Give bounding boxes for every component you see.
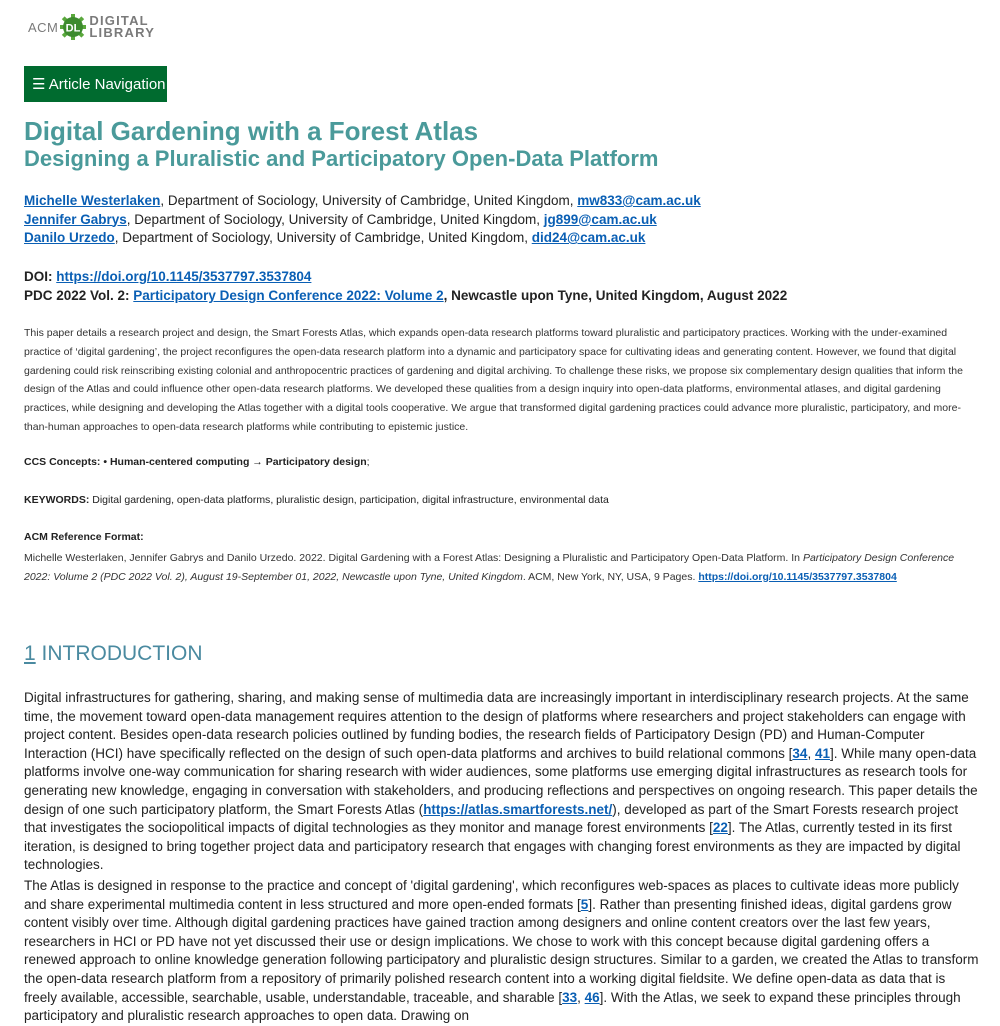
conference-link[interactable]: Participatory Design Conference 2022: Volume 2 [133,288,444,303]
paragraph-text: Digital infrastructures for gathering, sharing, and making sense of multimedia data are increasingly important in interdisciplinary research projects. At the same time, the movement toward open-data management requires attention to the design of platforms where researchers and project stakeholders can engage with project content. Besides open-data research policies outlined by funding bodies, the research fields of Participatory Design (PD) and Human-Computer Interaction (HCI) have specifically reflected on the design of such open-data platforms and archives to build relational commons [ [24,690,969,761]
atlas-url-link[interactable]: https://atlas.smartforests.net/ [423,801,613,817]
citation-link[interactable]: 22 [712,820,728,836]
citation-link[interactable]: 5 [580,896,589,912]
publication-info [24,267,787,305]
keyword: open-data platforms [176,494,271,506]
author-name-link[interactable]: Jennifer Gabrys [24,211,127,227]
author-email-link[interactable]: mw833@cam.ac.uk [577,193,701,208]
author-list [24,192,701,248]
keyword: participation [359,494,417,506]
author-affiliation: , Department of Sociology, University of Cambridge, United Kingdom, [114,230,532,245]
reference-tail: . ACM, New York, NY, USA, 9 Pages. [522,570,699,583]
dl-badge-text: DL [66,22,81,35]
citation-link[interactable]: 34 [792,745,808,761]
reference-doi-link[interactable]: https://doi.org/10.1145/3537797.3537804 [698,570,897,583]
section-title: INTRODUCTION [35,642,203,665]
citation-link[interactable]: 46 [584,989,600,1005]
reference-venue: Participatory Design Conference 2022: Volume 2 (PDC 2022 Vol. 2), August 19-September 01, 2022, Newcastle upon Tyne, United Kingdom [24,552,955,583]
author-name-link[interactable]: Danilo Urzedo [24,230,115,245]
citation-separator: , [807,745,815,761]
article-subtitle: Designing a Pluralistic and Participatory Open-Data Platform [24,146,659,171]
section-number-link[interactable]: 1 [24,642,36,665]
ccs-suffix: ; [366,456,370,468]
paragraph-text: ), developed as part of the Smart Forests research project that investigates the sociopolitical impacts of digital technologies as they monitor and manage forest environments [ [24,801,959,836]
doi-label: DOI: [24,269,57,284]
keywords: KEYWORDS: Digital gardening, open-data platforms, pluralistic design, participation, digital infrastructure, environmental data [24,494,609,506]
pdc-line [24,286,787,305]
acm-dl-logo[interactable] [28,12,155,42]
reference-format-text [24,549,979,586]
author-affiliation: , Department of Sociology, University of Cambridge, United Kingdom, [126,211,544,227]
keyword: pluralistic design [276,494,354,506]
doi-line [24,267,787,286]
ccs-label: CCS Concepts: [24,456,101,468]
reference-format-heading: ACM Reference Format: [24,531,144,543]
author-entry [24,211,701,230]
article-title: Digital Gardening with a Forest Atlas [24,116,479,146]
section-heading-introduction [24,642,203,666]
citation-separator: , [577,989,585,1005]
author-email-link[interactable]: did24@cam.ac.uk [531,230,646,245]
intro-paragraph-2 [24,877,979,1026]
keyword: digital infrastructure [422,494,514,506]
paragraph-text: ]. While many open-data platforms involve one-way communication for sharing research with wider audiences, some platforms use emerging digital infrastructures as research tools for generating new knowledge, engaging in conversation with stakeholders, and producing reflections and perspectives on ongoing research. This paper details the design of one such participatory platform, the Smart Forests Atlas ( [24,745,978,817]
ccs-concepts [24,456,370,468]
pdc-location: , Newcastle upon Tyne, United Kingdom, August 2022 [443,288,788,303]
keyword: environmental data [519,494,609,506]
citation-link[interactable]: 41 [814,745,830,761]
paragraph-text: ]. Rather than presenting finished ideas, digital gardens grow content visibly over time. Although digital gardening practices have gained traction among designers and online content creators over the last few years, researchers in HCI or PD have not yet discussed their use or design implications. We chose to work with this concept because digital gardening offers a renewed approach to online knowledge generation following participatory and pluralistic design structures. Similar to a garden, we created the Atlas to transform the open-data research platform from a repository of primarily polished research content into a working digital fieldsite. We define open-data as data that is freely available, accessible, searchable, usable, understandable, traceable, and sharable [ [24,896,979,1005]
pdc-label: PDC 2022 Vol. 2: [24,288,134,303]
author-entry [24,229,701,248]
author-name-link[interactable]: Michelle Westerlaken [24,193,161,208]
paragraph-text: ]. With the Atlas, we seek to expand these principles through participatory and pluralistic research approaches to open data. Drawing on [24,989,961,1024]
citation-link[interactable]: 33 [562,989,578,1005]
paragraph-text: The Atlas is designed in response to the practice and concept of 'digital gardening', which reconfigures web-spaces as places to cultivate ideas more publicly and share experimental multimedia content in less structured and more open-ended formats [ [24,878,959,912]
author-email-link[interactable]: jg899@cam.ac.uk [543,211,657,227]
article-navigation-button[interactable]: ☰ Article Navigation [24,66,167,102]
logo-acm-text: ACM [28,19,59,35]
doi-link[interactable]: https://doi.org/10.1145/3537797.3537804 [56,269,312,284]
keyword: Digital gardening [92,494,172,506]
logo-line-library: LIBRARY [89,25,156,40]
author-entry [24,192,701,211]
abstract: This paper details a research project and design, the Smart Forests Atlas, which expands open-data research platforms toward pluralistic and participatory practices. Working with the under-examined practice of ‘digital gardening’, the project reconfigures the open-data research platform into a dynamic and participatory space for cultivating ideas and generating content. However, we found that digital gardening could risk reinscribing existing colonial and anthropocentric practices of gardening and digital archiving. To challenge these risks, we propose six complementary design qualities that inform the design of the Atlas and could influence other open-data research platforms. We developed these qualities from a design inquiry into open-data platforms, environmental atlases, and digital gardening practices, while designing and developing the Atlas together with a digital tools cooperative. We argue that transformed digital gardening practices could advance more pluralistic, participatory, and more-than-human approaches to open-data research platforms while contributing to epistemic justice. [24,327,963,433]
logo-wordmark [89,15,155,39]
paragraph-text: ]. The Atlas, currently tested in its first iteration, is designed to bring together project data and participatory research that engages with changing forest environments as they are impacted by digital technologies. [24,820,961,873]
ccs-concept: Human-centered computing → Participatory design [109,456,367,468]
intro-paragraph-1 [24,689,979,875]
author-affiliation: , Department of Sociology, University of Cambridge, United Kingdom, [160,193,578,208]
reference-plain: Michelle Westerlaken, Jennifer Gabrys and Danilo Urzedo. 2022. Digital Gardening with a Forest Atlas: Designing a Pluralistic and Participatory Open-Data Platform. In [24,552,803,564]
logo-line-digital: DIGITAL [89,13,149,28]
ccs-bullet: • [100,456,110,468]
dl-badge-icon [60,14,86,40]
keywords-label: KEYWORDS: [24,494,90,506]
